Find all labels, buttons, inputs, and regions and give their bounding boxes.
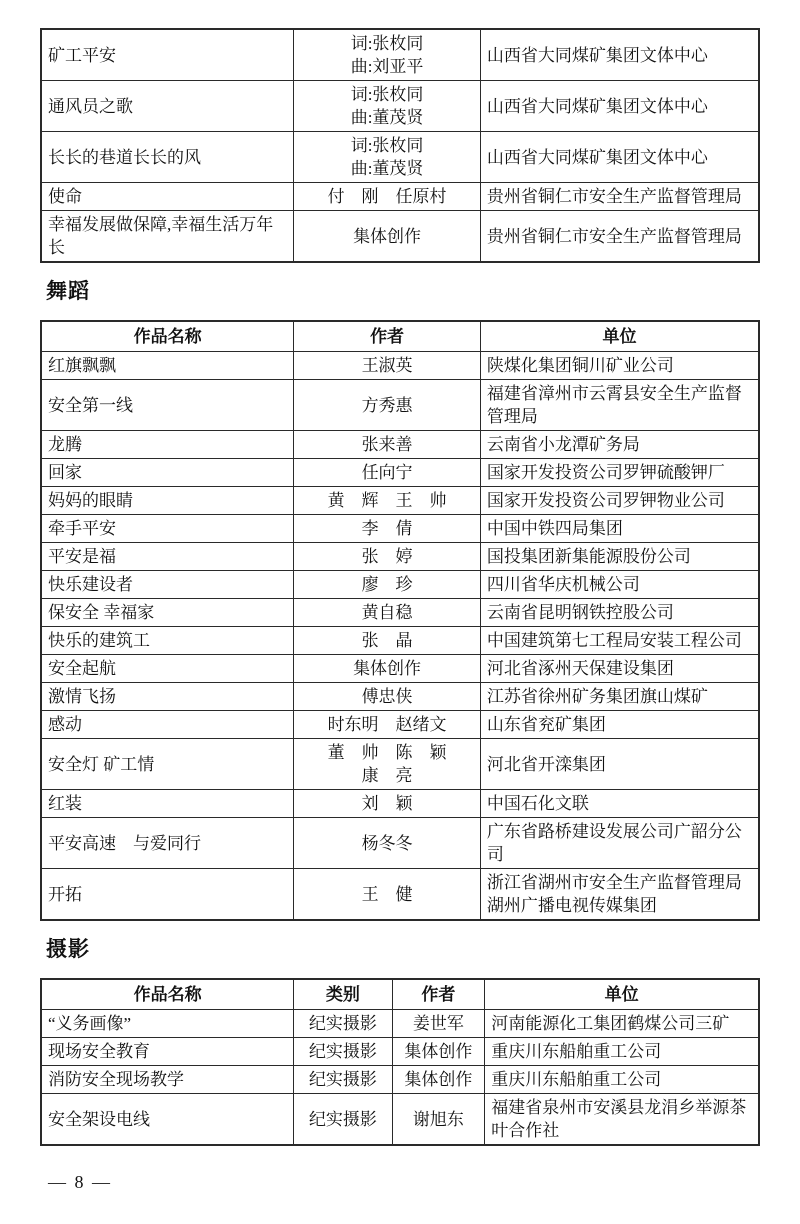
table-row xyxy=(41,627,759,655)
table-row xyxy=(41,515,759,543)
photography-table xyxy=(40,978,760,1146)
work-name-cell: 感动 xyxy=(41,711,294,739)
unit-cell: 福建省漳州市云霄县安全生产监督管理局 xyxy=(480,380,759,431)
table-row xyxy=(41,352,759,380)
work-name-cell: 现场安全教育 xyxy=(41,1038,294,1066)
work-name-cell: 幸福发展做保障,幸福生活万年长 xyxy=(41,211,294,263)
author-cell: 集体创作 xyxy=(294,211,481,263)
column-header: 单位 xyxy=(485,979,759,1010)
unit-cell: 山西省大同煤矿集团文体中心 xyxy=(480,81,759,132)
unit-cell: 河北省涿州天保建设集团 xyxy=(480,655,759,683)
unit-cell: 贵州省铜仁市安全生产监督管理局 xyxy=(480,211,759,263)
category-cell: 纪实摄影 xyxy=(294,1010,392,1038)
unit-cell: 中国建筑第七工程局安装工程公司 xyxy=(480,627,759,655)
author-cell: 黄 辉 王 帅 xyxy=(294,487,481,515)
table-header-row xyxy=(41,979,759,1010)
work-name-cell: “义务画像” xyxy=(41,1010,294,1038)
table-row xyxy=(41,543,759,571)
table-row xyxy=(41,869,759,921)
unit-cell: 山西省大同煤矿集团文体中心 xyxy=(480,132,759,183)
table-row xyxy=(41,818,759,869)
column-header: 作品名称 xyxy=(41,979,294,1010)
category-cell: 纪实摄影 xyxy=(294,1066,392,1094)
work-name-cell: 回家 xyxy=(41,459,294,487)
dance-table xyxy=(40,320,760,921)
author-cell: 集体创作 xyxy=(392,1066,485,1094)
section-heading-dance: 舞蹈 xyxy=(46,280,90,303)
work-name-cell: 安全第一线 xyxy=(41,380,294,431)
column-header: 单位 xyxy=(480,321,759,352)
unit-cell: 浙江省湖州市安全生产监督管理局 湖州广播电视传媒集团 xyxy=(480,869,759,921)
work-name-cell: 保安全 幸福家 xyxy=(41,599,294,627)
author-cell: 董 帅 陈 颖 康 亮 xyxy=(294,739,481,790)
work-name-cell: 快乐建设者 xyxy=(41,571,294,599)
work-name-cell: 消防安全现场教学 xyxy=(41,1066,294,1094)
author-cell: 付 刚 任原村 xyxy=(294,183,481,211)
work-name-cell: 通风员之歌 xyxy=(41,81,294,132)
work-name-cell: 矿工平安 xyxy=(41,29,294,81)
table-row xyxy=(41,571,759,599)
author-cell: 王 健 xyxy=(294,869,481,921)
table-row xyxy=(41,1010,759,1038)
author-cell: 黄自稳 xyxy=(294,599,481,627)
author-cell: 刘 颖 xyxy=(294,790,481,818)
column-header: 作者 xyxy=(392,979,485,1010)
work-name-cell: 长长的巷道长长的风 xyxy=(41,132,294,183)
column-header: 作者 xyxy=(294,321,481,352)
songs-table xyxy=(40,28,760,263)
table-row xyxy=(41,1094,759,1146)
unit-cell: 云南省小龙潭矿务局 xyxy=(480,431,759,459)
author-cell: 姜世军 xyxy=(392,1010,485,1038)
author-cell: 词:张枚同 曲:董茂贤 xyxy=(294,132,481,183)
author-cell: 谢旭东 xyxy=(392,1094,485,1146)
unit-cell: 贵州省铜仁市安全生产监督管理局 xyxy=(480,183,759,211)
table-row xyxy=(41,380,759,431)
table-row xyxy=(41,29,759,81)
unit-cell: 河南能源化工集团鹤煤公司三矿 xyxy=(485,1010,759,1038)
table-row xyxy=(41,711,759,739)
author-cell: 张来善 xyxy=(294,431,481,459)
author-cell: 方秀惠 xyxy=(294,380,481,431)
table-row xyxy=(41,790,759,818)
unit-cell: 国家开发投资公司罗钾物业公司 xyxy=(480,487,759,515)
unit-cell: 重庆川东船舶重工公司 xyxy=(485,1038,759,1066)
unit-cell: 陕煤化集团铜川矿业公司 xyxy=(480,352,759,380)
unit-cell: 中国中铁四局集团 xyxy=(480,515,759,543)
category-cell: 纪实摄影 xyxy=(294,1094,392,1146)
unit-cell: 中国石化文联 xyxy=(480,790,759,818)
table-row xyxy=(41,655,759,683)
author-cell: 张 婷 xyxy=(294,543,481,571)
author-cell: 杨冬冬 xyxy=(294,818,481,869)
author-cell: 集体创作 xyxy=(294,655,481,683)
unit-cell: 国投集团新集能源股份公司 xyxy=(480,543,759,571)
table-row xyxy=(41,183,759,211)
author-cell: 集体创作 xyxy=(392,1038,485,1066)
table-row xyxy=(41,1038,759,1066)
author-cell: 词:张枚同 曲:董茂贤 xyxy=(294,81,481,132)
author-cell: 词:张枚同 曲:刘亚平 xyxy=(294,29,481,81)
work-name-cell: 使命 xyxy=(41,183,294,211)
section-songs-continued xyxy=(40,28,760,263)
column-header: 作品名称 xyxy=(41,321,294,352)
table-header-row xyxy=(41,321,759,352)
author-cell: 时东明 赵绪文 xyxy=(294,711,481,739)
unit-cell: 国家开发投资公司罗钾硫酸钾厂 xyxy=(480,459,759,487)
category-cell: 纪实摄影 xyxy=(294,1038,392,1066)
author-cell: 傅忠侠 xyxy=(294,683,481,711)
unit-cell: 福建省泉州市安溪县龙涓乡举源茶叶合作社 xyxy=(485,1094,759,1146)
page-number: — 8 — xyxy=(48,1172,112,1192)
column-header: 类别 xyxy=(294,979,392,1010)
unit-cell: 河北省开滦集团 xyxy=(480,739,759,790)
unit-cell: 江苏省徐州矿务集团旗山煤矿 xyxy=(480,683,759,711)
unit-cell: 山东省兖矿集团 xyxy=(480,711,759,739)
author-cell: 王淑英 xyxy=(294,352,481,380)
unit-cell: 云南省昆明钢铁控股公司 xyxy=(480,599,759,627)
table-row xyxy=(41,132,759,183)
table-row xyxy=(41,683,759,711)
table-row xyxy=(41,739,759,790)
section-dance xyxy=(40,279,760,921)
table-row xyxy=(41,487,759,515)
author-cell: 张 晶 xyxy=(294,627,481,655)
table-row xyxy=(41,459,759,487)
work-name-cell: 红旗飘飘 xyxy=(41,352,294,380)
section-heading-photography: 摄影 xyxy=(46,938,90,961)
table-row xyxy=(41,81,759,132)
unit-cell: 四川省华庆机械公司 xyxy=(480,571,759,599)
work-name-cell: 安全起航 xyxy=(41,655,294,683)
author-cell: 任向宁 xyxy=(294,459,481,487)
work-name-cell: 妈妈的眼睛 xyxy=(41,487,294,515)
work-name-cell: 安全架设电线 xyxy=(41,1094,294,1146)
unit-cell: 广东省路桥建设发展公司广韶分公司 xyxy=(480,818,759,869)
work-name-cell: 快乐的建筑工 xyxy=(41,627,294,655)
work-name-cell: 龙腾 xyxy=(41,431,294,459)
work-name-cell: 开拓 xyxy=(41,869,294,921)
work-name-cell: 安全灯 矿工情 xyxy=(41,739,294,790)
table-row xyxy=(41,599,759,627)
table-row xyxy=(41,1066,759,1094)
work-name-cell: 平安高速 与爱同行 xyxy=(41,818,294,869)
section-photography xyxy=(40,937,760,1146)
work-name-cell: 激情飞扬 xyxy=(41,683,294,711)
table-row xyxy=(41,431,759,459)
work-name-cell: 平安是福 xyxy=(41,543,294,571)
work-name-cell: 红装 xyxy=(41,790,294,818)
work-name-cell: 牵手平安 xyxy=(41,515,294,543)
author-cell: 廖 珍 xyxy=(294,571,481,599)
unit-cell: 重庆川东船舶重工公司 xyxy=(485,1066,759,1094)
author-cell: 李 倩 xyxy=(294,515,481,543)
unit-cell: 山西省大同煤矿集团文体中心 xyxy=(480,29,759,81)
table-row xyxy=(41,211,759,263)
